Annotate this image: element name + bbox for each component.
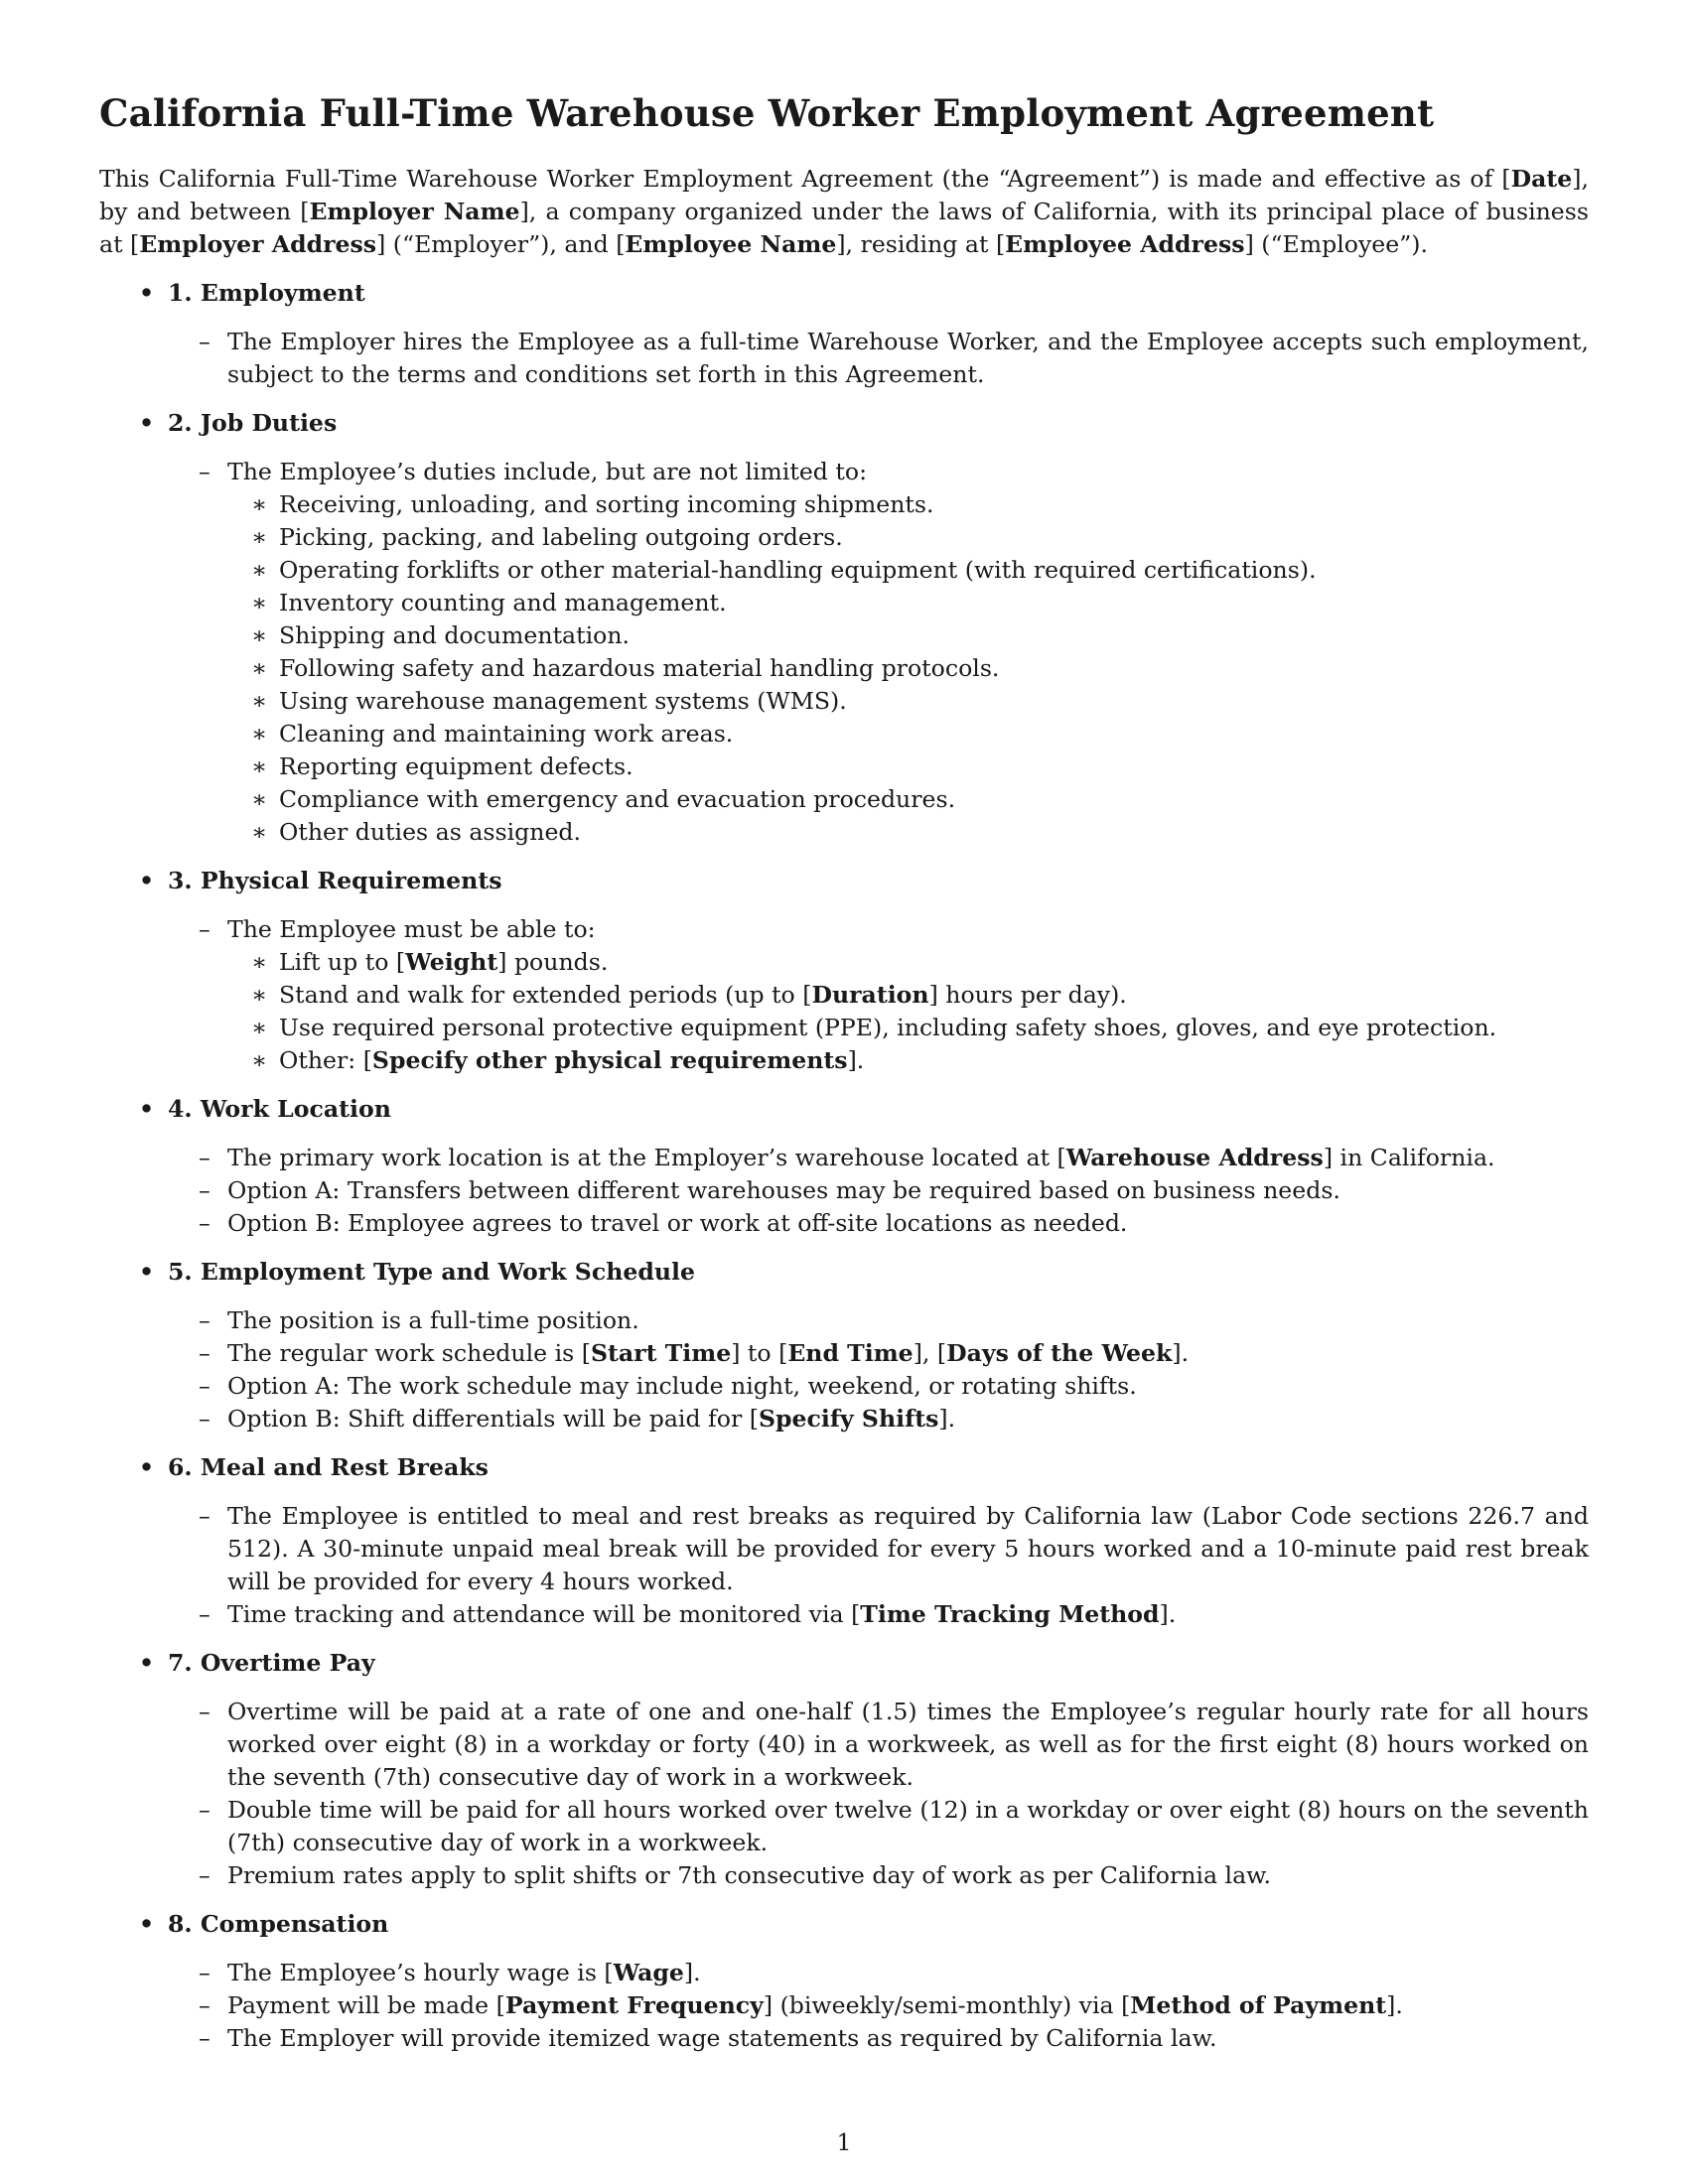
placeholder-employer-name: Employer Name xyxy=(309,198,520,225)
placeholder-warehouse-address: Warehouse Address xyxy=(1065,1144,1324,1171)
placeholder-duration: Duration xyxy=(811,981,929,1009)
document-page xyxy=(99,87,1589,2071)
placeholder-time-tracking: Time Tracking Method xyxy=(860,1600,1160,1628)
section-job-duties xyxy=(99,407,1589,849)
section-compensation xyxy=(99,1908,1589,2055)
section-heading: • 4. Work Location xyxy=(99,1093,1589,1126)
section-heading: • 7. Overtime Pay xyxy=(99,1647,1589,1680)
clause-item: – The position is a full-time position. xyxy=(99,1304,1589,1337)
requirement-list-item: ∗ Stand and walk for extended periods (up to [Duration] hours per day). xyxy=(99,979,1589,1012)
clause-item: – Overtime will be paid at a rate of one and one-half (1.5) times the Employee’s regular hourly rate for all hours worked over eight (8) in a workday or forty (40) in a workweek, as well as for the first eight (8) hours worked on the seventh (7th) consecutive day of work in a workweek. xyxy=(99,1696,1589,1794)
clause-item: – Option A: The work schedule may include night, weekend, or rotating shifts. xyxy=(99,1370,1589,1403)
section-heading: • 5. Employment Type and Work Schedule xyxy=(99,1256,1589,1289)
section-meal-rest-breaks xyxy=(99,1451,1589,1631)
placeholder-weight: Weight xyxy=(405,948,498,976)
placeholder-employee-name: Employee Name xyxy=(625,230,837,258)
placeholder-wage: Wage xyxy=(613,1959,684,1986)
duty-list-item: ∗ Cleaning and maintaining work areas. xyxy=(99,718,1589,751)
placeholder-days: Days of the Week xyxy=(946,1339,1173,1367)
requirement-list-item: ∗ Use required personal protective equipment (PPE), including safety shoes, gloves, and eye protection. xyxy=(99,1012,1589,1044)
requirement-list-item: ∗ Other: [Specify other physical requirements]. xyxy=(99,1044,1589,1077)
duty-list-item: ∗ Operating forklifts or other material-handling equipment (with required certifications). xyxy=(99,554,1589,587)
placeholder-start-time: Start Time xyxy=(590,1339,732,1367)
clause-item: – Payment will be made [Payment Frequency] (biweekly/semi-monthly) via [Method of Payment]. xyxy=(99,1989,1589,2022)
clause-item: – Option B: Employee agrees to travel or work at off-site locations as needed. xyxy=(99,1207,1589,1240)
section-employment xyxy=(99,277,1589,391)
placeholder-payment-frequency: Payment Frequency xyxy=(504,1991,764,2019)
clause-item: – Option A: Transfers between different warehouses may be required based on business needs. xyxy=(99,1174,1589,1207)
intro-paragraph: This California Full-Time Warehouse Worker Employment Agreement (the “Agreement”) is made and effective as of [Date], by and between [Employer Name], a company organized under the laws of California, with its principal place of business at [Employer Address] (“Employer”), and [Employee Name], residing at [Employee Address] (“Employee”). xyxy=(99,165,1589,258)
placeholder-shifts: Specify Shifts xyxy=(758,1405,939,1433)
section-heading: • 6. Meal and Rest Breaks xyxy=(99,1451,1589,1484)
clause-item: – Double time will be paid for all hours worked over twelve (12) in a workday or over eight (8) hours on the seventh (7th) consecutive day of work in a workweek. xyxy=(99,1794,1589,1859)
placeholder-payment-method: Method of Payment xyxy=(1130,1991,1387,2019)
clause-item: – The regular work schedule is [Start Time] to [End Time], [Days of the Week]. xyxy=(99,1337,1589,1370)
section-heading: • 3. Physical Requirements xyxy=(99,865,1589,897)
clause-item: – The Employee’s duties include, but are not limited to: xyxy=(99,456,1589,488)
placeholder-other-requirements: Specify other physical requirements xyxy=(371,1046,848,1074)
clause-item: – Time tracking and attendance will be monitored via [Time Tracking Method]. xyxy=(99,1598,1589,1631)
section-work-location xyxy=(99,1093,1589,1240)
duty-list-item: ∗ Following safety and hazardous material handling protocols. xyxy=(99,652,1589,685)
duty-list-item: ∗ Using warehouse management systems (WMS). xyxy=(99,685,1589,718)
duty-list-item: ∗ Receiving, unloading, and sorting incoming shipments. xyxy=(99,488,1589,521)
clause-item: – The Employer hires the Employee as a full-time Warehouse Worker, and the Employee accepts such employment, subject to the terms and conditions set forth in this Agreement. xyxy=(99,326,1589,391)
duty-list-item: ∗ Shipping and documentation. xyxy=(99,619,1589,652)
clause-item: – Premium rates apply to split shifts or 7th consecutive day of work as per California law. xyxy=(99,1859,1589,1892)
section-physical-requirements xyxy=(99,865,1589,1077)
section-heading: • 8. Compensation xyxy=(99,1908,1589,1941)
placeholder-date: Date xyxy=(1510,165,1573,193)
clause-item: – The Employee must be able to: xyxy=(99,913,1589,946)
document-title: California Full-Time Warehouse Worker Employment Agreement xyxy=(99,91,1435,135)
page-number: 1 xyxy=(836,2128,852,2156)
placeholder-end-time: End Time xyxy=(787,1339,914,1367)
duty-list-item: ∗ Inventory counting and management. xyxy=(99,587,1589,619)
section-heading: • 2. Job Duties xyxy=(99,407,1589,440)
section-overtime-pay xyxy=(99,1647,1589,1892)
requirement-list-item: ∗ Lift up to [Weight] pounds. xyxy=(99,946,1589,979)
placeholder-employee-address: Employee Address xyxy=(1005,230,1245,258)
duty-list-item: ∗ Picking, packing, and labeling outgoing orders. xyxy=(99,521,1589,554)
clause-item: – The Employee is entitled to meal and rest breaks as required by California law (Labor Code sections 226.7 and 512). A 30-minute unpaid meal break will be provided for every 5 hours worked and a 10-minute paid rest break will be provided for every 4 hours worked. xyxy=(99,1500,1589,1598)
duty-list-item: ∗ Other duties as assigned. xyxy=(99,816,1589,849)
duty-list-item: ∗ Compliance with emergency and evacuation procedures. xyxy=(99,783,1589,816)
duty-list-item: ∗ Reporting equipment defects. xyxy=(99,751,1589,783)
clause-item: – The Employee’s hourly wage is [Wage]. xyxy=(99,1957,1589,1989)
placeholder-employer-address: Employer Address xyxy=(139,230,377,258)
section-work-schedule xyxy=(99,1256,1589,1435)
clause-item: – The primary work location is at the Employer’s warehouse located at [Warehouse Address] in California. xyxy=(99,1142,1589,1174)
section-heading: • 1. Employment xyxy=(99,277,1589,310)
clause-item: – Option B: Shift differentials will be paid for [Specify Shifts]. xyxy=(99,1403,1589,1435)
clause-item: – The Employer will provide itemized wage statements as required by California law. xyxy=(99,2022,1589,2055)
